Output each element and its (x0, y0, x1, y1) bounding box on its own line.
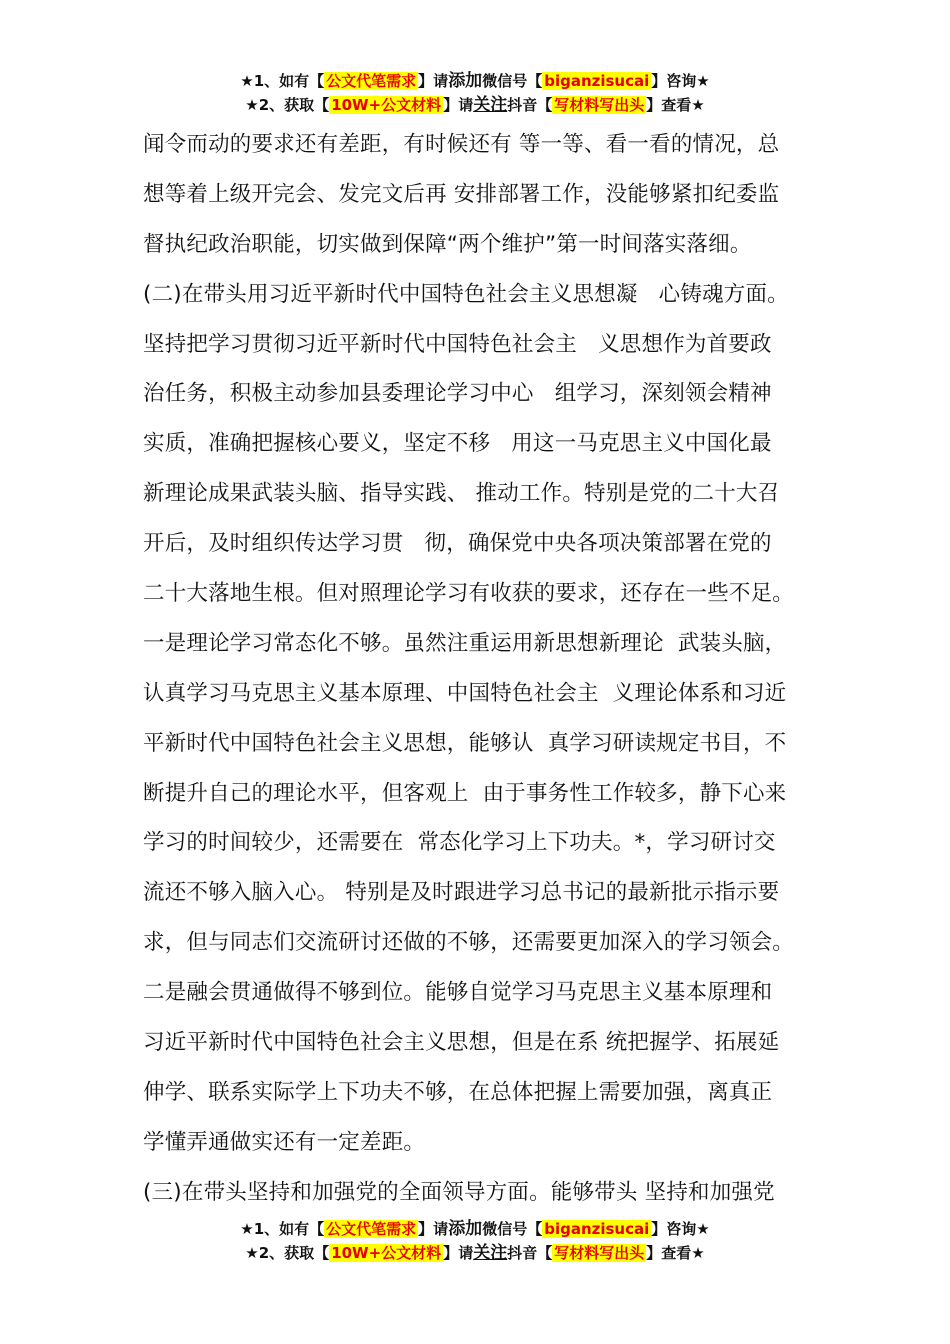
body-line: 平新时代中国特色社会主义思想，能够认 真学习研读规定书目，不 (143, 730, 787, 756)
body-line: 二十大落地生根。但对照理论学习有收获的要求，还存在一些不足。 (143, 581, 795, 607)
body-line: 断提升自己的理论水平，但客观上 由于事务性工作较多，静下心来 (143, 780, 787, 806)
banner-emphasis: 添加 (448, 71, 483, 91)
banner-text: ★1、如有【 (240, 1220, 325, 1238)
banner-text: ★1、如有【 (240, 72, 325, 90)
banner-highlight: 公文代笔需求 (326, 72, 417, 90)
banner-emphasis: 关注 (473, 95, 508, 115)
banner-text: 抖音【 (507, 96, 553, 114)
banner-text: 】咨询★ (651, 72, 710, 90)
banner-text: ★2、获取【 (245, 96, 330, 114)
body-line: 治任务，积极主动参加县委理论学习中心 组学习，深刻领会精神 (143, 381, 772, 407)
banner-highlight: 公文代笔需求 (326, 1220, 417, 1238)
banner-text: 】查看★ (646, 96, 705, 114)
banner-text: 】咨询★ (651, 1220, 710, 1238)
banner-emphasis: 关注 (473, 1243, 508, 1263)
banner-text: 】请 (443, 96, 474, 114)
banner-text: 】请 (418, 72, 449, 90)
section-heading: (二)在带头用习近平新时代中国特色社会主义思想凝 心铸魂方面。 (143, 281, 789, 307)
body-line: 求，但与同志们交流研讨还做的不够，还需要更加深入的学习领会。 (143, 930, 795, 956)
body-line: 二是融会贯通做得不够到位。能够自觉学习马克思主义基本原理和 (143, 980, 773, 1006)
body-line: 坚持把学习贯彻习近平新时代中国特色社会主 义思想作为首要政 (143, 331, 772, 357)
banner-text: 】请 (418, 1220, 449, 1238)
banner-line-1 (0, 1218, 950, 1242)
body-line: 习近平新时代中国特色社会主义思想，但是在系 统把握学、拓展延 (143, 1030, 780, 1056)
banner-highlight: 10W+公文材料 (331, 96, 442, 114)
body-line: 新理论成果武装头脑、指导实践、 推动工作。特别是党的二十大召 (143, 481, 780, 507)
banner-highlight-wechat: biganzisucai (544, 72, 650, 90)
banner-emphasis: 添加 (448, 1219, 483, 1239)
body-line: 一是理论学习常态化不够。虽然注重运用新思想新理论 武装头脑， (143, 630, 787, 656)
body-line: 伸学、联系实际学上下功夫不够，在总体把握上需要加强，离真正 (143, 1079, 773, 1105)
header-banner (0, 70, 950, 118)
section-heading: (三)在带头坚持和加强党的全面领导方面。能够带头 坚持和加强党 (143, 1179, 775, 1205)
banner-highlight-douyin: 写材料写出头 (554, 96, 645, 114)
document-body (143, 120, 813, 1218)
banner-line-2 (0, 94, 950, 118)
banner-line-1 (0, 70, 950, 94)
banner-highlight-wechat: biganzisucai (544, 1220, 650, 1238)
banner-text: 】请 (443, 1244, 474, 1262)
body-line: 闻令而动的要求还有差距，有时候还有 等一等、看一看的情况，总 (143, 132, 780, 157)
banner-line-2 (0, 1242, 950, 1266)
body-line: 学懂弄通做实还有一定差距。 (143, 1129, 426, 1155)
body-line: 想等着上级开完会、发完文后再 安排部署工作，没能够紧扣纪委监 (143, 181, 780, 207)
banner-text: 微信号【 (482, 72, 543, 90)
body-line: 认真学习马克思主义基本原理、中国特色社会主 义理论体系和习近 (143, 680, 787, 706)
banner-highlight: 10W+公文材料 (331, 1244, 442, 1262)
body-line: 实质，准确把握核心要义，坚定不移 用这一马克思主义中国化最 (143, 431, 772, 457)
banner-text: 抖音【 (507, 1244, 553, 1262)
body-line: 督执纪政治职能，切实做到保障“两个维护”第一时间落实落细。 (143, 231, 752, 257)
footer-banner (0, 1218, 950, 1266)
body-line: 开后，及时组织传达学习贯 彻，确保党中央各项决策部署在党的 (143, 531, 772, 557)
banner-highlight-douyin: 写材料写出头 (554, 1244, 645, 1262)
body-line: 流还不够入脑入心。 特别是及时跟进学习总书记的最新批示指示要 (143, 880, 780, 906)
banner-text: ★2、获取【 (245, 1244, 330, 1262)
body-line: 学习的时间较少，还需要在 常态化学习上下功夫。*，学习研讨交 (143, 830, 776, 856)
banner-text: 】查看★ (646, 1244, 705, 1262)
banner-text: 微信号【 (482, 1220, 543, 1238)
